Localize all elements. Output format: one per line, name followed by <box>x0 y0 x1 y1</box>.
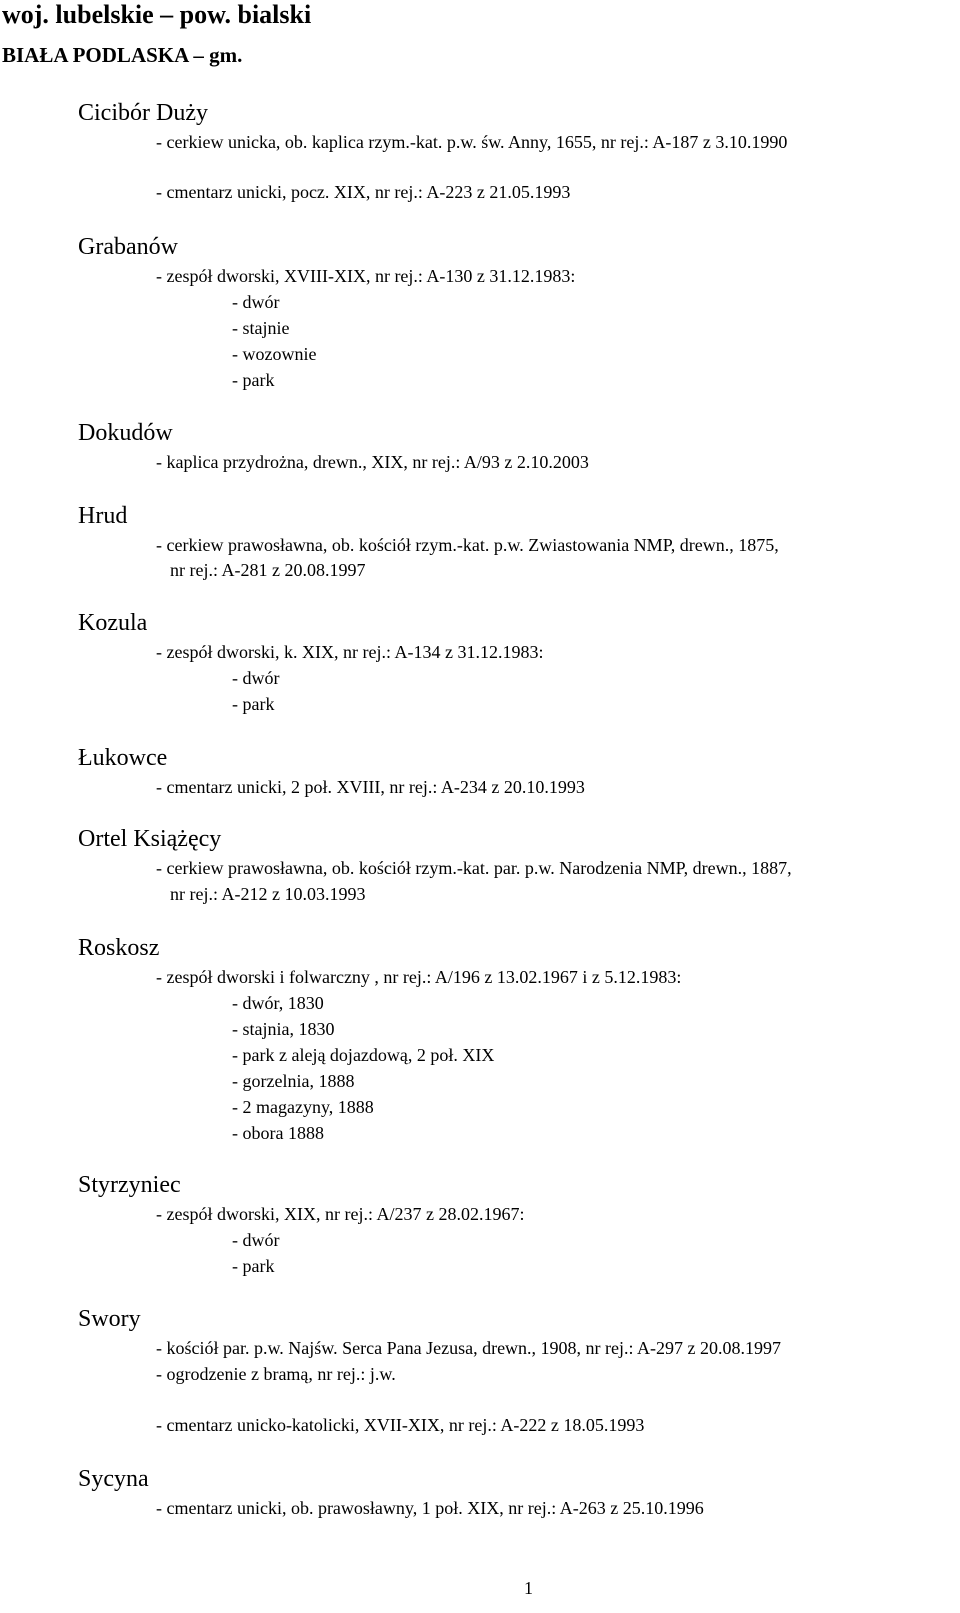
list-item: - zespół dworski, k. XIX, nr rej.: A-134 z 31.12.1983: <box>156 642 544 662</box>
region-heading: woj. lubelskie – pow. bialski <box>2 0 312 29</box>
place-name: Kozula <box>78 610 148 636</box>
place-name: Dokudów <box>78 420 173 446</box>
list-subitem: - dwór <box>232 292 280 312</box>
commune-heading: BIAŁA PODLASKA – gm. <box>2 43 243 67</box>
list-item: - ogrodzenie z bramą, nr rej.: j.w. <box>156 1364 396 1384</box>
list-item: - cmentarz unicki, 2 poł. XVIII, nr rej.: A-234 z 20.10.1993 <box>156 777 585 797</box>
list-subitem: - stajnia, 1830 <box>232 1019 335 1039</box>
list-subitem: - park <box>232 370 275 390</box>
list-item: - zespół dworski i folwarczny , nr rej.: A/196 z 13.02.1967 i z 5.12.1983: <box>156 967 682 987</box>
list-item: - cmentarz unicki, ob. prawosławny, 1 poł. XIX, nr rej.: A-263 z 25.10.1996 <box>156 1498 704 1518</box>
place-name: Roskosz <box>78 935 160 961</box>
list-subitem: - gorzelnia, 1888 <box>232 1071 355 1091</box>
list-subitem: - 2 magazyny, 1888 <box>232 1097 374 1117</box>
list-subitem: - park <box>232 1256 275 1276</box>
list-item: - cerkiew prawosławna, ob. kościół rzym.-kat. p.w. Zwiastowania NMP, drewn., 1875, <box>156 535 779 555</box>
list-subitem: - dwór, 1830 <box>232 993 324 1013</box>
list-subitem: - obora 1888 <box>232 1123 324 1143</box>
place-name: Ortel Książęcy <box>78 826 222 852</box>
list-subitem: - dwór <box>232 1230 280 1250</box>
list-item: - kościół par. p.w. Najśw. Serca Pana Jezusa, drewn., 1908, nr rej.: A-297 z 20.08.1997 <box>156 1338 782 1358</box>
list-subitem: - dwór <box>232 668 280 688</box>
list-item: - kaplica przydrożna, drewn., XIX, nr rej.: A/93 z 2.10.2003 <box>156 452 589 472</box>
place-name: Sycyna <box>78 1466 149 1492</box>
place-name: Swory <box>78 1306 141 1332</box>
place-name: Hrud <box>78 503 128 529</box>
list-item: - cerkiew prawosławna, ob. kościół rzym.-kat. par. p.w. Narodzenia NMP, drewn., 1887, <box>156 858 792 878</box>
list-item: - cmentarz unicki, pocz. XIX, nr rej.: A-223 z 21.05.1993 <box>156 182 571 202</box>
list-item: - cerkiew unicka, ob. kaplica rzym.-kat. p.w. św. Anny, 1655, nr rej.: A-187 z 3.10.1990 <box>156 132 788 152</box>
place-name: Grabanów <box>78 234 178 260</box>
list-item-continued: nr rej.: A-281 z 20.08.1997 <box>170 560 366 580</box>
list-item-continued: nr rej.: A-212 z 10.03.1993 <box>170 884 366 904</box>
place-name: Łukowce <box>78 745 168 771</box>
list-subitem: - park z aleją dojazdową, 2 poł. XIX <box>232 1045 495 1065</box>
list-item: - zespół dworski, XIX, nr rej.: A/237 z 28.02.1967: <box>156 1204 525 1224</box>
page-number: 1 <box>524 1578 533 1598</box>
list-subitem: - wozownie <box>232 344 317 364</box>
place-name: Styrzyniec <box>78 1172 181 1198</box>
list-item: - cmentarz unicko-katolicki, XVII-XIX, nr rej.: A-222 z 18.05.1993 <box>156 1415 645 1435</box>
list-subitem: - park <box>232 694 275 714</box>
list-subitem: - stajnie <box>232 318 290 338</box>
place-name: Cicibór Duży <box>78 100 208 126</box>
list-item: - zespół dworski, XVIII-XIX, nr rej.: A-130 z 31.12.1983: <box>156 266 576 286</box>
